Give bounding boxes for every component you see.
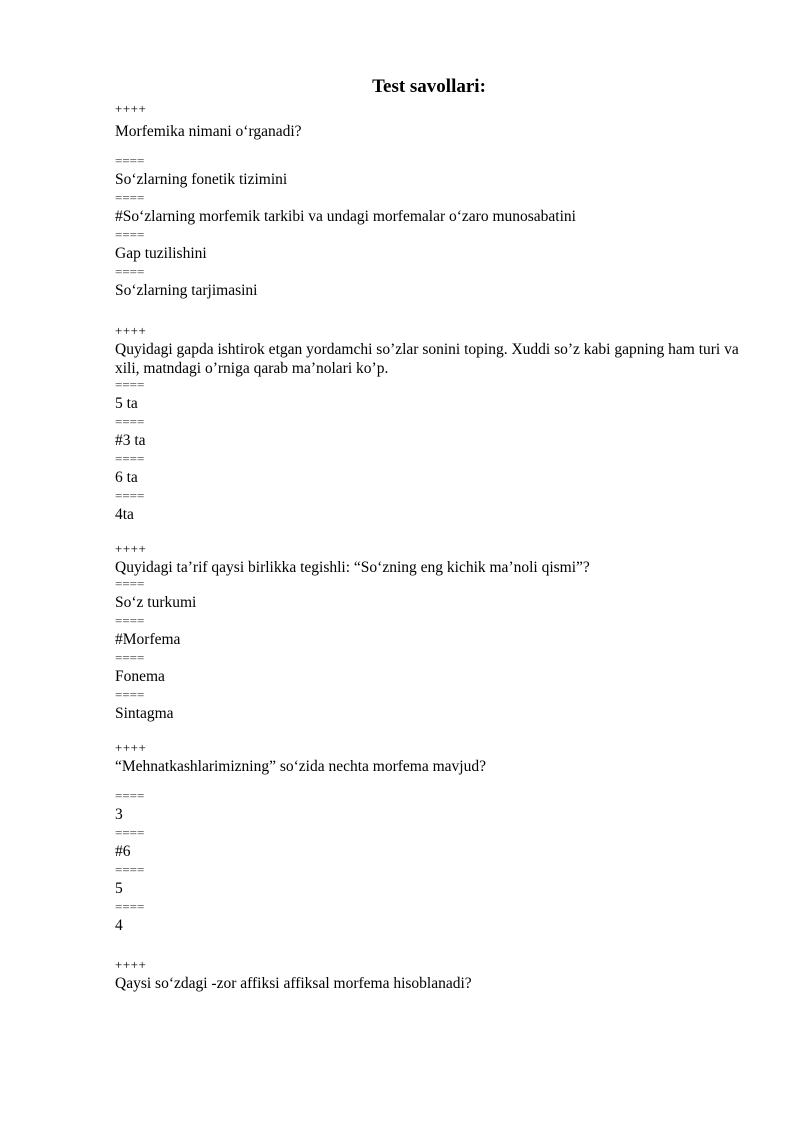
- option-separator: ====: [115, 153, 145, 168]
- page-title: Test savollari:: [372, 76, 486, 97]
- option-text: 5 ta: [115, 395, 138, 412]
- option-separator: ====: [115, 377, 145, 392]
- question-marker: ++++: [115, 740, 147, 755]
- option-separator: ====: [115, 190, 145, 205]
- option-text: 4ta: [115, 506, 134, 523]
- option-separator: ====: [115, 264, 145, 279]
- option-separator: ====: [115, 576, 145, 591]
- option-separator: ====: [115, 899, 145, 914]
- question-text: Morfemika nimani o‘rganadi?: [115, 123, 302, 140]
- option-text: 5: [115, 880, 123, 897]
- question-marker: ++++: [115, 101, 147, 116]
- option-separator: ====: [115, 788, 145, 803]
- option-text: So‘z turkumi: [115, 594, 197, 611]
- option-separator: ====: [115, 451, 145, 466]
- question-marker: ++++: [115, 957, 147, 972]
- question-block: [115, 739, 755, 937]
- option-text: So‘zlarning fonetik tizimini: [115, 171, 288, 188]
- option-text: Sintagma: [115, 705, 174, 722]
- question-text: Qaysi so‘zdagi -zor affiksi affiksal morfema hisoblanadi?: [115, 975, 472, 992]
- question-text: “Mehnatkashlarimizning” so‘zida nechta morfema mavjud?: [115, 758, 486, 775]
- option-text: 6 ta: [115, 469, 138, 486]
- option-text: Fonema: [115, 668, 165, 685]
- option-separator: ====: [115, 227, 145, 242]
- option-separator: ====: [115, 414, 145, 429]
- option-text: #So‘zlarning morfemik tarkibi va undagi morfemalar o‘zaro munosabatini: [115, 208, 576, 225]
- option-text: #Morfema: [115, 631, 181, 648]
- question-block: [115, 540, 755, 725]
- question-block: [115, 322, 755, 526]
- option-text: 3: [115, 806, 123, 823]
- option-text: Gap tuzilishini: [115, 245, 207, 262]
- option-text: #3 ta: [115, 432, 146, 449]
- option-separator: ====: [115, 687, 145, 702]
- option-text: #6: [115, 843, 131, 860]
- question-text: Quyidagi ta’rif qaysi birlikka tegishli: “So‘zning eng kichik ma’noli qismi”?: [115, 559, 590, 576]
- question-block: [115, 956, 755, 993]
- option-separator: ====: [115, 825, 145, 840]
- question-list: [115, 100, 755, 993]
- option-text: So‘zlarning tarjimasini: [115, 282, 258, 299]
- option-separator: ====: [115, 650, 145, 665]
- question-block: [115, 100, 755, 302]
- option-separator: ====: [115, 862, 145, 877]
- option-separator: ====: [115, 488, 145, 503]
- option-separator: ====: [115, 613, 145, 628]
- question-text: Quyidagi gapda ishtirok etgan yordamchi so’zlar sonini toping. Xuddi so’z kabi gapning ham turi va xili, matndagi o’rniga qarab ma’nolari ko’p.: [115, 341, 739, 377]
- option-text: 4: [115, 917, 123, 934]
- question-marker: ++++: [115, 541, 147, 556]
- question-marker: ++++: [115, 323, 147, 338]
